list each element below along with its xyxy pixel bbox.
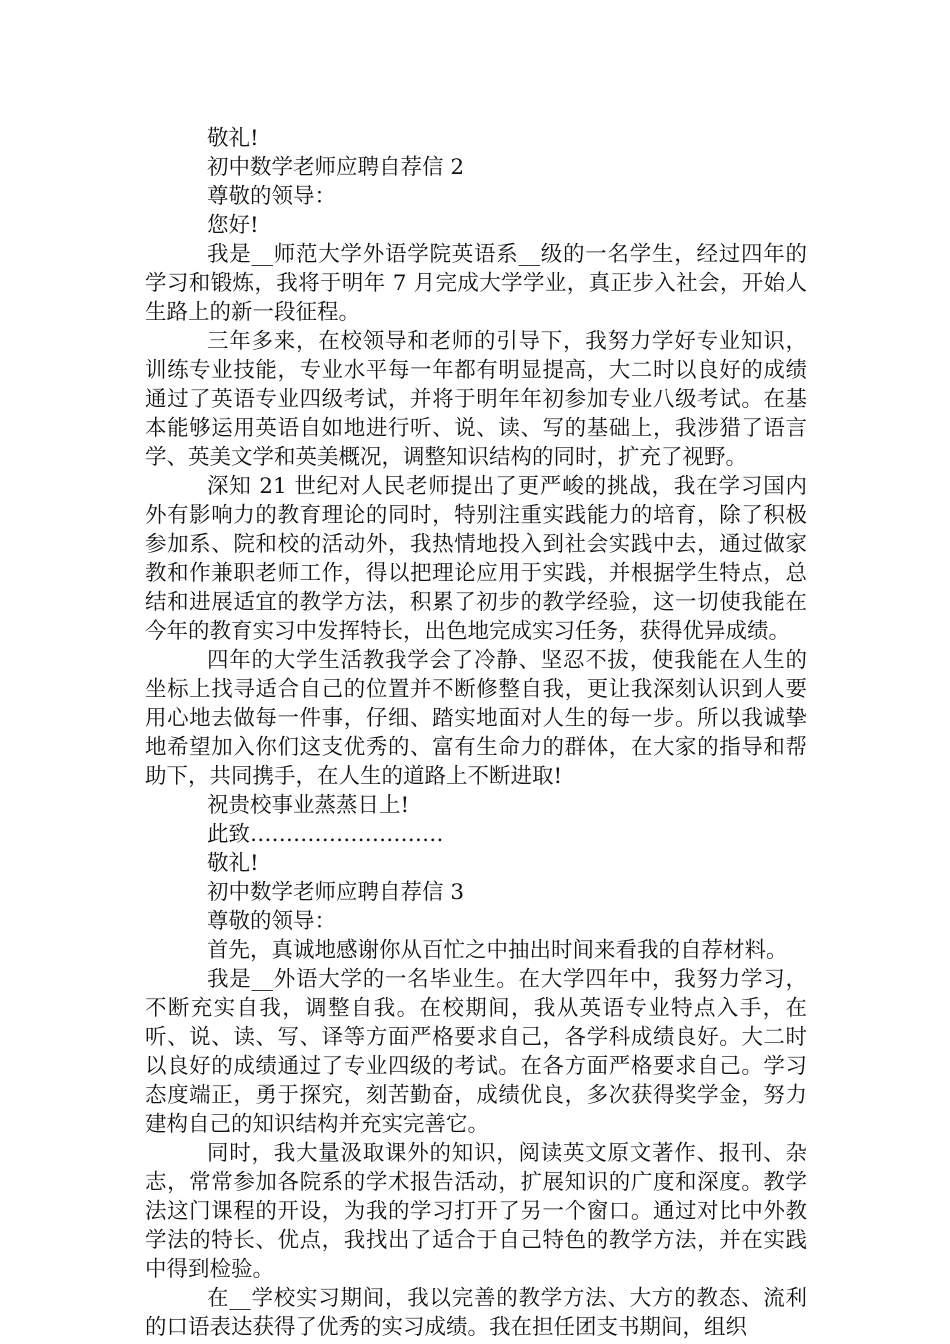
greeting-hello: 您好! — [207, 213, 259, 238]
greeting: 尊敬的领导： — [207, 184, 337, 209]
paragraph: 在__学校实习期间，我以完善的教学方法、大方的教态、流利的口语表达获得了优秀的实习成绩。我在担任团支书期间，组织 — [145, 1286, 807, 1340]
greeting: 尊敬的领导： — [207, 909, 337, 934]
paragraph: 我是__师范大学外语学院英语系__级的一名学生，经过四年的学习和锻炼，我将于明年 7 月完成大学学业，真正步入社会，开始人生路上的新一段征程。 — [145, 242, 807, 325]
paragraph: 三年多来，在校领导和老师的引导下，我努力学好专业知识，训练专业技能，专业水平每一年都有明显提高，大二时以良好的成绩通过了英语专业四级考试，并将于明年年初参加专业八级考试。在基本能够运用英语自如地进行听、说、读、写的基础上，我涉猎了语言学、英美文学和英美概况，调整知识结构的同时，扩充了视野。 — [145, 329, 807, 470]
paragraph: 我是__外语大学的一名毕业生。在大学四年中，我努力学习，不断充实自我，调整自我。在校期间，我从英语专业特点入手，在听、说、读、写、译等方面严格要求自己，各学科成绩良好。大二时以良好的成绩通过了专业四级的考试。在各方面严格要求自己。学习态度端正，勇于探究，刻苦勤奋，成绩优良，多次获得奖学金，努力建构自己的知识结构并充实完善它。 — [145, 967, 807, 1137]
wish-line: 祝贵校事业蒸蒸日上! — [207, 793, 410, 818]
closing-line: 此致……………………… — [207, 822, 444, 847]
letter-title: 初中数学老师应聘自荐信 2 — [207, 155, 465, 180]
paragraph: 同时，我大量汲取课外的知识，阅读英文原文著作、报刊、杂志，常常参加各院系的学术报告活动，扩展知识的广度和深度。教学法这门课程的开设，为我的学习打开了另一个窗口。通过对比中外教学法的特长、优点，我找出了适合于自己特色的教学方法，并在实践中得到检验。 — [145, 1141, 807, 1282]
document-page — [145, 124, 807, 1342]
letter-title: 初中数学老师应聘自荐信 3 — [207, 880, 465, 905]
closing-salutation: 敬礼! — [207, 851, 259, 876]
paragraph: 四年的大学生活教我学会了冷静、坚忍不拔，使我能在人生的坐标上找寻适合自己的位置并不断修整自我，更让我深刻认识到人要用心地去做每一件事，仔细、踏实地面对人生的每一步。所以我诚挚地希望加入你们这支优秀的、富有生命力的群体，在大家的指导和帮助下，共同携手，在人生的道路上不断进取! — [145, 648, 807, 789]
closing-salutation: 敬礼! — [207, 126, 259, 151]
opening-line: 首先，真诚地感谢你从百忙之中抽出时间来看我的自荐材料。 — [207, 938, 788, 963]
paragraph: 深知 21 世纪对人民老师提出了更严峻的挑战，我在学习国内外有影响力的教育理论的同时，特别注重实践能力的培育，除了积极参加系、院和校的活动外，我热情地投入到社会实践中去，通过做家教和作兼职老师工作，得以把理论应用于实践，并根据学生特点，总结和进展适宜的教学方法，积累了初步的教学经验，这一切使我能在今年的教育实习中发挥特长，出色地完成实习任务，获得优异成绩。 — [145, 474, 807, 644]
